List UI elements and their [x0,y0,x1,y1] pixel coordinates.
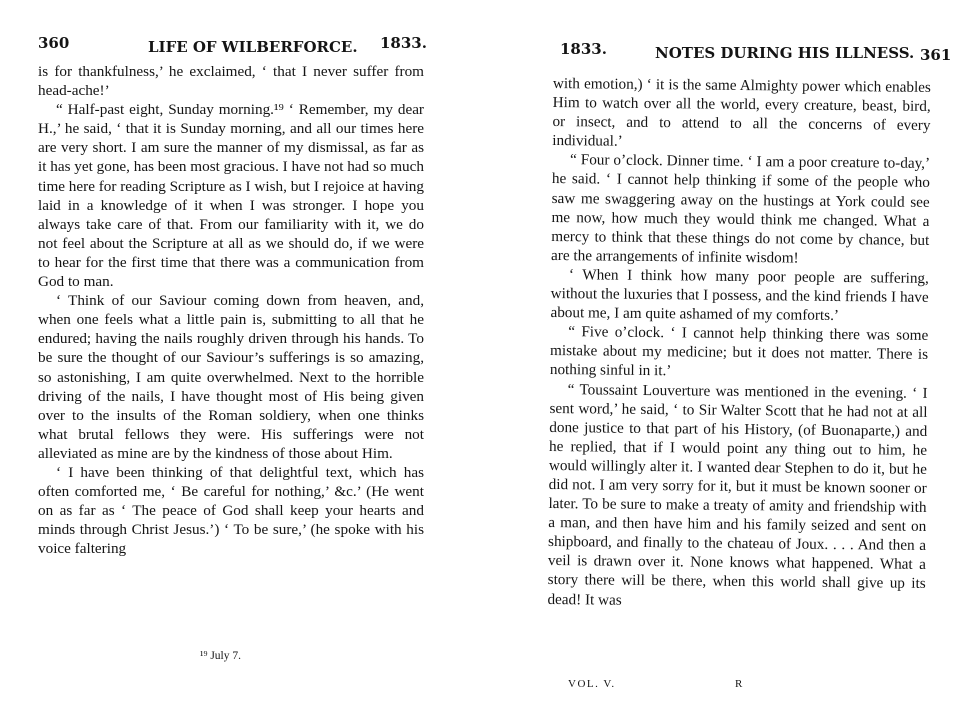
paragraph: “ Five o’clock. ‘ I cannot help thinking there was some mistake about my medicine; but it does not matter. There is nothing sinful in it.’ [549,323,929,380]
paragraph: with emotion,) ‘ it is the same Almighty power which enables Him to watch over all the world, every creature, beast, bird, or insect, and to attend to all the concerns of every individual.’ [552,74,931,151]
body-text [38,62,424,558]
volume-signature: VOL. V. [568,678,616,690]
running-title: NOTES DURING HIS ILLNESS. [655,44,915,62]
paragraph: ‘ When I think how many poor people are suffering, without the luxuries that I possess, and the kind friends I have about me, I am quite ashamed of my comforts.’ [550,266,929,325]
running-title: LIFE OF WILBERFORCE. [148,38,358,56]
page-year: 1833. [380,34,427,52]
right-page [490,0,980,705]
page-number: 361 [920,46,952,64]
paragraph: “ Four o’clock. Dinner time. ‘ I am a poor creature to-day,’ he said. ‘ I cannot help thinking if some of the people who saw me swaggering away on the hustings at York could see me now, how much they would think me changed. What a mercy to think that these things do not come by chance, but are the arrangements of infinite wisdom! [551,151,931,267]
paragraph: “ Toussaint Louverture was mentioned in the evening. ‘ I sent word,’ he said, ‘ to Sir Walter Scott that he had not at all done justice to that part of his History, (of Buonaparte,) and he replied, that if I would point any thing out to him, he would willingly alter it. I wanted dear Stephen to do it, but he did not. I am very sorry for it, but it must be known sooner or later. To be sure to make a treaty of amity and friendship with a man, and then have him and his family seized and sent on shipboard, and finally to the chateau of Joux. . . . And then a veil is drawn over it. None knows what happened. What a story there will be there, when this world shall give up its dead! It was [547,380,928,609]
page-year: 1833. [560,40,607,58]
signature-mark: R [735,678,744,690]
paragraph: is for thankfulness,’ he exclaimed, ‘ that I never suffer from head-ache!’ [38,63,424,100]
paragraph: “ Half-past eight, Sunday morning.¹⁹ ‘ Remember, my dear H.,’ he said, ‘ that it is Sunday morning, and all our times here are very short. I am sure the manner of my dismissal, as far as it has yet gone, has been most gracious. I have not had so much time here for reading Scripture as I wish, but I rejoice at having laid in a knowledge of it when I was stronger. I hope you always take care of that. From our familiarity with it, we do not feel about the Scripture at all as we should do, if we were to hear for the first time that there was a communication from God to man. [38,101,424,291]
footnote: ¹⁹ July 7. [200,650,242,662]
body-text [547,74,931,613]
page-number: 360 [38,34,70,52]
paragraph: ‘ I have been thinking of that delightful text, which has often comforted me, ‘ Be careful for nothing,’ &c.’ (He went on as far as ‘ The peace of God shall keep your hearts and minds through Christ Jesus.’) ‘ To be sure,’ (he spoke with his voice faltering [38,463,424,558]
paragraph: ‘ Think of our Saviour coming down from heaven, and, when one feels what a little pain is, submitting to all that he endured; having the nails roughly driven through his hands. To be sure the thought of our Saviour’s sufferings is so amazing, so astonishing, I am quite overwhelmed. Next to the horrible driving of the nails, I have thought most of His being given over to the insults of the Roman soldiery, when one thinks what brutal fellows they were. His sufferings were not alleviated as mine are by the kindness of those about Him. [38,292,424,462]
